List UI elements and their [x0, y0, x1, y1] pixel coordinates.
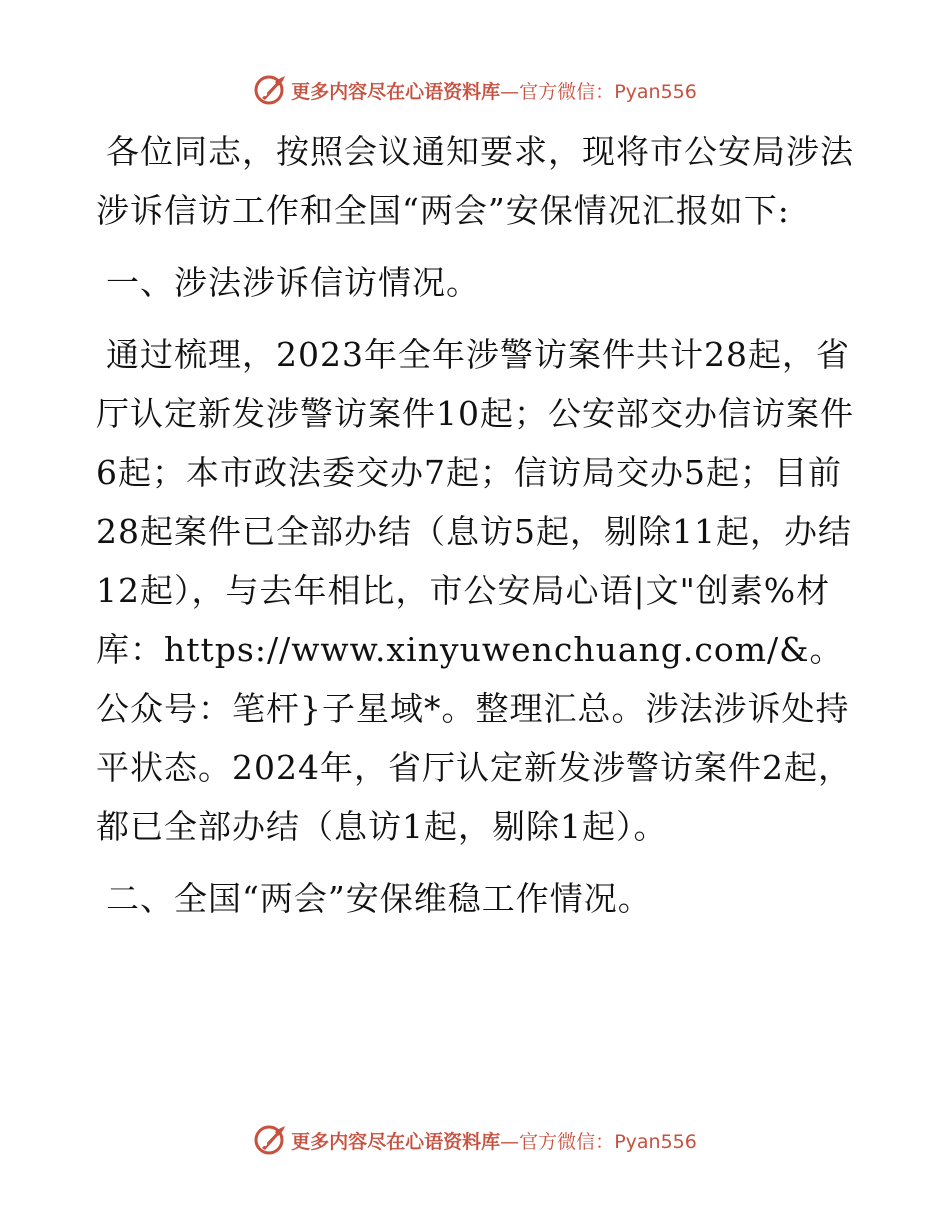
banner-text — [291, 77, 697, 104]
banner-wechat-label: 官方微信： — [519, 1130, 615, 1153]
section-heading-two: 二、全国“两会”安保维稳工作情况。 — [106, 879, 652, 918]
banner-text — [291, 1127, 697, 1154]
paragraph-petition-details: 通过梳理，2023年全年涉警访案件共计28起，省厅认定新发涉警访案件10起；公安部交办信访案件6起；本市政法委交办7起；信访局交办5起；目前28起案件已全部办结（息访5起，剔除11起，办结12起），与去年相比，市公安局心语|文"创素%材库：https://www.xinyuwenchuang.com/&。公众号：笔杆}子星域*。整理汇总。涉法涉诉处持平状态。2024年，省厅认定新发涉警访案件2起，都已全部办结（息访1起，剔除1起）。 — [96, 335, 854, 846]
header-watermark-banner — [0, 70, 950, 110]
banner-main-text: 更多内容尽在心语资料库 — [291, 1130, 501, 1153]
paragraph-intro: 各位同志，按照会议通知要求，现将市公安局涉法涉诉信访工作和全国“两会”安保情况汇报如下: — [96, 132, 854, 230]
banner-dash: — — [500, 1130, 520, 1153]
banner-dash: — — [500, 80, 520, 103]
banner-main-text: 更多内容尽在心语资料库 — [291, 80, 501, 103]
banner-wechat-label: 官方微信： — [519, 80, 615, 103]
banner-wechat-handle: Pyan556 — [614, 1130, 697, 1153]
section-heading-one: 一、涉法涉诉信访情况。 — [106, 263, 480, 302]
document-body — [96, 122, 856, 928]
banner-wechat-handle: Pyan556 — [614, 80, 697, 103]
footer-watermark-banner — [0, 1120, 950, 1160]
quill-logo-icon — [253, 1123, 287, 1157]
quill-logo-icon — [253, 73, 287, 107]
